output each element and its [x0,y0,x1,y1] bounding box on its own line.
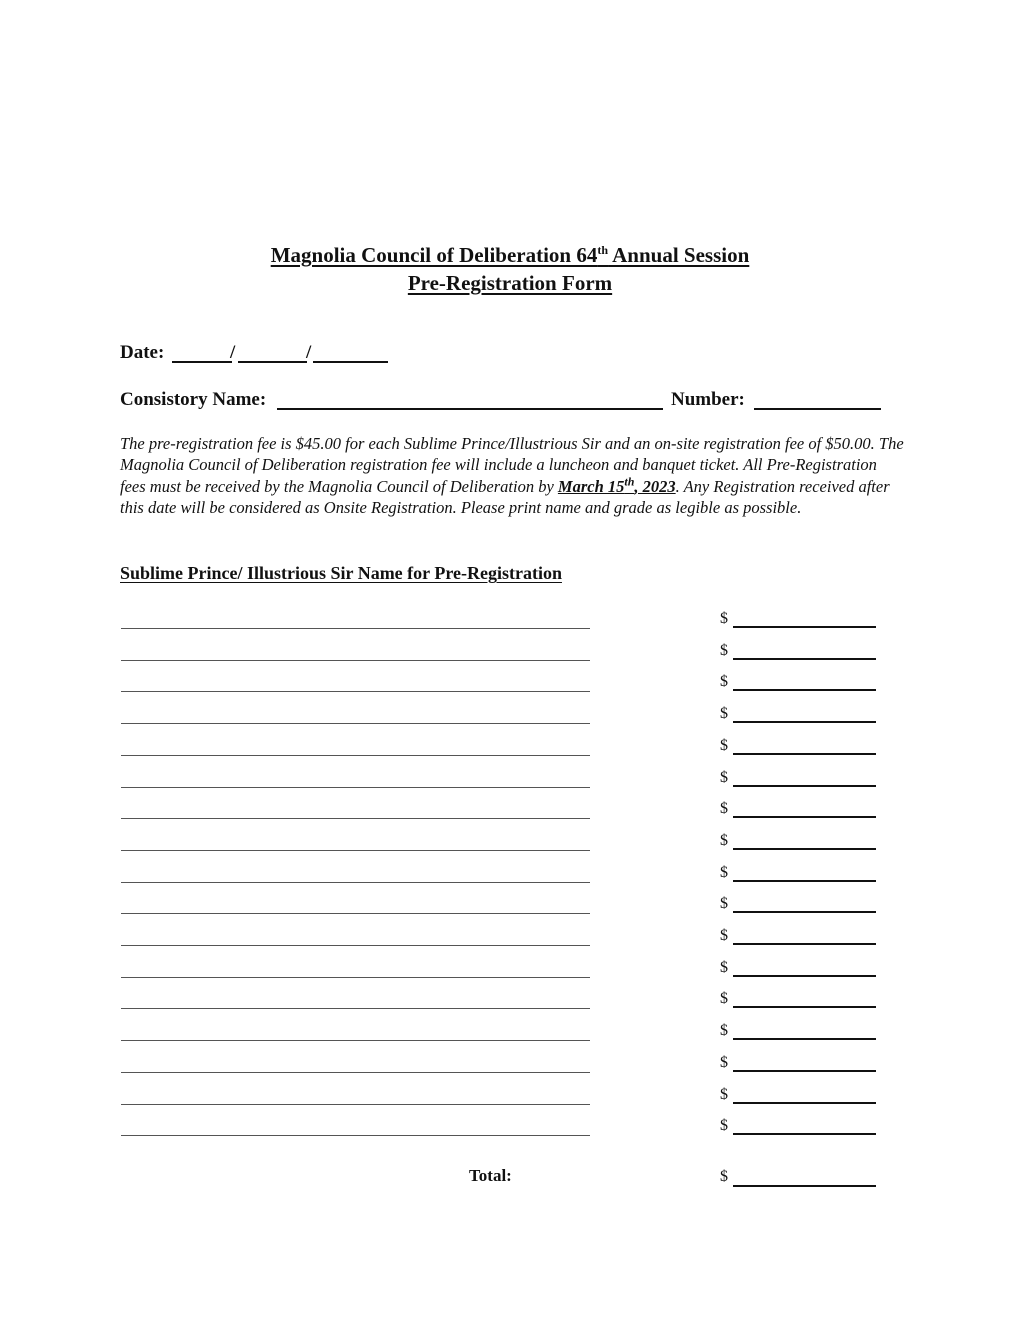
registrant-fee-field[interactable] [733,848,876,850]
deadline-date: March 15th, 2023 [557,474,676,496]
registrant-fee-field[interactable] [733,626,876,628]
registrant-name-field[interactable] [121,787,590,788]
registrant-name-field[interactable] [121,913,590,914]
currency-symbol: $ [720,800,728,817]
date-separator: / [306,342,312,363]
registrant-name-field[interactable] [121,628,590,629]
registrant-fee-field[interactable] [733,658,876,660]
registrant-fee-field[interactable] [733,1070,876,1072]
currency-symbol: $ [720,959,728,976]
consistory-number-field[interactable] [754,408,881,410]
consistory-number-label: Number: [671,389,745,410]
form-subtitle: Pre-Registration Form [407,271,613,295]
currency-symbol: $ [720,927,728,944]
registrant-fee-field[interactable] [733,880,876,882]
total-label: Total: [469,1166,512,1185]
currency-symbol: $ [720,1086,728,1103]
registrant-name-field[interactable] [121,660,590,661]
currency-symbol: $ [720,990,728,1007]
total-currency-symbol: $ [720,1168,728,1185]
registrant-fee-field[interactable] [733,975,876,977]
fee-notice-paragraph: The pre-registration fee is $45.00 for each Sublime Prince/Illustrious Sir and an on-site registration fee of $50.00. The Magnolia Council of Deliberation registration fee will include a luncheon and banquet ticket. All Pre-Registration fees must be received by the Magnolia Council of Deliberation by March 15th, 2023. Any Registration received after this date will be considered as Onsite Registration. Please print name and grade as legible as possible. [120,434,904,517]
registrant-name-field[interactable] [121,850,590,851]
registrant-fee-field[interactable] [733,753,876,755]
date-year-field[interactable] [313,361,388,363]
registrant-fee-field[interactable] [733,911,876,913]
consistory-name-label: Consistory Name: [120,389,267,410]
registrant-name-field[interactable] [121,1008,590,1009]
currency-symbol: $ [720,769,728,786]
total-amount-field[interactable] [733,1185,876,1187]
registrant-name-field[interactable] [121,1040,590,1041]
registrant-fee-field[interactable] [733,943,876,945]
currency-symbol: $ [720,705,728,722]
currency-symbol: $ [720,1117,728,1134]
currency-symbol: $ [720,832,728,849]
registrant-fee-field[interactable] [733,689,876,691]
consistory-name-field[interactable] [277,408,663,410]
currency-symbol: $ [720,610,728,627]
registrant-fee-field[interactable] [733,816,876,818]
currency-symbol: $ [720,737,728,754]
registrant-name-field[interactable] [121,1104,590,1105]
currency-symbol: $ [720,1022,728,1039]
date-label: Date: [120,342,165,363]
registrant-name-field[interactable] [121,1135,590,1136]
registrant-name-field[interactable] [121,1072,590,1073]
registrant-name-field[interactable] [121,691,590,692]
registrant-name-field[interactable] [121,755,590,756]
date-month-field[interactable] [172,361,232,363]
currency-symbol: $ [720,1054,728,1071]
registrant-name-field[interactable] [121,882,590,883]
registrant-name-field[interactable] [121,977,590,978]
registrant-fee-field[interactable] [733,1038,876,1040]
names-section-heading: Sublime Prince/ Illustrious Sir Name for Pre-Registration [120,563,562,583]
registrant-fee-field[interactable] [733,1102,876,1104]
currency-symbol: $ [720,673,728,690]
registrant-fee-field[interactable] [733,785,876,787]
registrant-fee-field[interactable] [733,1133,876,1135]
currency-symbol: $ [720,642,728,659]
date-day-field[interactable] [238,361,307,363]
registrant-fee-field[interactable] [733,721,876,723]
registrant-name-field[interactable] [121,818,590,819]
registrant-fee-field[interactable] [733,1006,876,1008]
registrant-name-field[interactable] [121,723,590,724]
form-title: Magnolia Council of Deliberation 64th Annual Session [270,243,750,267]
currency-symbol: $ [720,864,728,881]
registrant-name-field[interactable] [121,945,590,946]
date-separator: / [230,342,236,363]
currency-symbol: $ [720,895,728,912]
